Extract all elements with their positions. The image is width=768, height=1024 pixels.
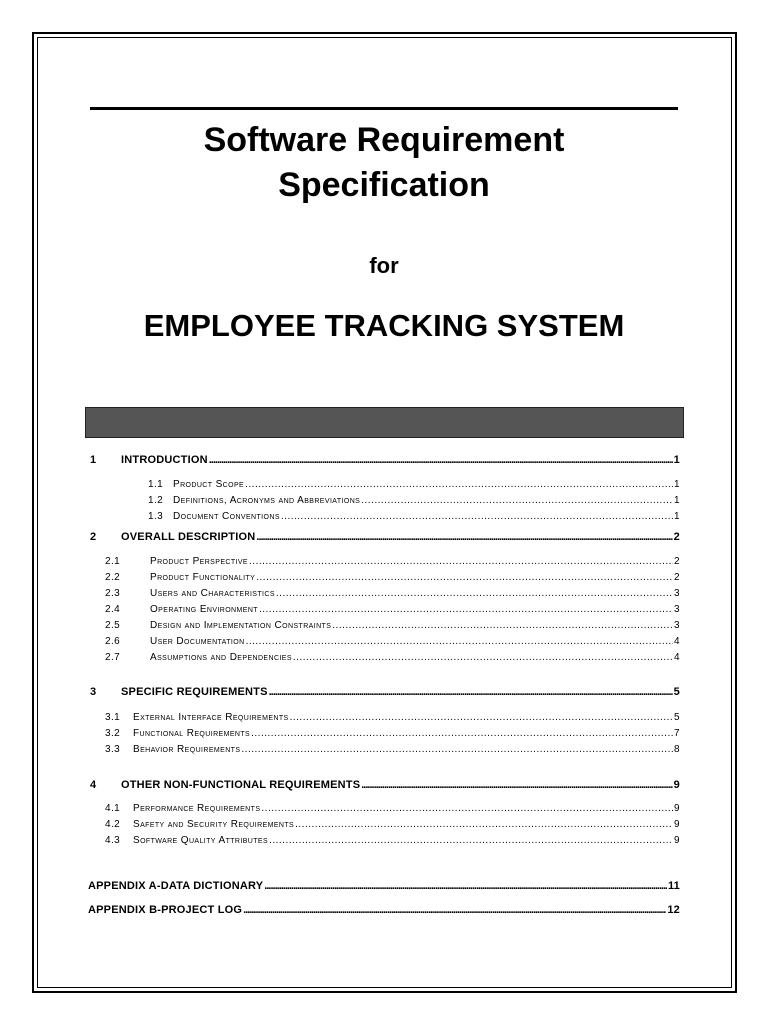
toc-page-number: 9: [673, 779, 680, 791]
toc-section-label: SPECIFIC REQUIREMENTS: [121, 686, 268, 698]
toc-section-4[interactable]: [88, 779, 680, 791]
toc-page-number: 7: [674, 728, 680, 739]
for-text: for: [369, 253, 399, 278]
toc-leader: [243, 904, 666, 916]
toc-item-label: Operating Environment: [150, 604, 258, 615]
toc-page-number: 4: [674, 636, 680, 647]
toc-item-label: Performance Requirements: [133, 803, 261, 814]
toc-item-label: User Documentation: [150, 636, 245, 647]
toc-item-number: 2.7: [105, 652, 121, 663]
toc-leader: [332, 620, 673, 631]
toc-page-number: 5: [674, 712, 680, 723]
toc-appendix-label: APPENDIX B-PROJECT LOG: [88, 904, 243, 916]
toc-appendix-b[interactable]: [88, 904, 680, 916]
toc-leader: [276, 588, 673, 599]
title-line-2: Specification: [278, 166, 490, 204]
toc-item-number: 3.1: [105, 712, 121, 723]
toc-item-1-2[interactable]: [88, 495, 680, 506]
toc-section-label: OVERALL DESCRIPTION: [121, 531, 256, 543]
toc-leader: [249, 556, 673, 567]
toc-page-number: 2: [674, 556, 680, 567]
toc-page-number: 2: [673, 531, 680, 543]
toc-item-3-3[interactable]: [88, 744, 680, 755]
toc-leader: [269, 835, 673, 846]
toc-leader: [290, 712, 673, 723]
toc-item-label: External Interface Requirements: [133, 712, 289, 723]
toc-item-3-2[interactable]: [88, 728, 680, 739]
toc-leader: [245, 479, 673, 490]
toc-page-number: 4: [674, 652, 680, 663]
toc-item-label: Users and Characteristics: [150, 588, 275, 599]
toc-leader: [256, 572, 673, 583]
toc-page-number: 9: [674, 819, 680, 830]
title-rule: [90, 107, 678, 110]
toc-item-label: Product Scope: [173, 479, 245, 490]
toc-item-number: 4.3: [105, 835, 121, 846]
toc-leader: [259, 604, 673, 615]
toc-item-2-7[interactable]: [88, 652, 680, 663]
toc-item-number: 2.2: [105, 572, 121, 583]
toc-item-2-4[interactable]: [88, 604, 680, 615]
toc-item-2-1[interactable]: [88, 556, 680, 567]
toc-leader: [251, 728, 673, 739]
toc-item-number: 2.5: [105, 620, 121, 631]
toc-item-4-2[interactable]: [88, 819, 680, 830]
toc-appendix-a[interactable]: [88, 880, 680, 892]
toc-item-label: Product Functionality: [150, 572, 256, 583]
toc-page-number: 12: [667, 904, 680, 916]
toc-leader: [209, 454, 673, 466]
toc-page-number: 8: [674, 744, 680, 755]
toc-section-number: 1: [90, 454, 97, 466]
toc-page-number: 1: [673, 454, 680, 466]
toc-item-label: Software Quality Attributes: [133, 835, 269, 846]
toc-section-2[interactable]: [88, 531, 680, 543]
toc-item-number: 2.3: [105, 588, 121, 599]
toc-item-number: 1.3: [148, 511, 164, 522]
toc-item-2-5[interactable]: [88, 620, 680, 631]
toc-page-number: 3: [674, 588, 680, 599]
toc-leader: [241, 744, 673, 755]
toc-item-label: Behavior Requirements: [133, 744, 241, 755]
toc-section-number: 4: [90, 779, 97, 791]
toc-item-2-3[interactable]: [88, 588, 680, 599]
toc-item-1-1[interactable]: [88, 479, 680, 490]
toc-item-number: 4.2: [105, 819, 121, 830]
toc-page-number: 11: [667, 880, 680, 892]
toc-item-2-6[interactable]: [88, 636, 680, 647]
toc-leader: [281, 511, 673, 522]
toc-appendix-label: APPENDIX A-DATA DICTIONARY: [88, 880, 264, 892]
toc-page-number: 1: [674, 511, 680, 522]
toc-item-number: 1.2: [148, 495, 164, 506]
toc-item-label: Assumptions and Dependencies: [150, 652, 292, 663]
toc-page-number: 5: [673, 686, 680, 698]
toc-section-label: INTRODUCTION: [121, 454, 208, 466]
toc-page-number: 1: [674, 479, 680, 490]
toc-item-number: 1.1: [148, 479, 164, 490]
toc-item-number: 2.4: [105, 604, 121, 615]
toc-item-3-1[interactable]: [88, 712, 680, 723]
document-title: [90, 118, 678, 208]
toc-item-label: Functional Requirements: [133, 728, 251, 739]
toc-item-1-3[interactable]: [88, 511, 680, 522]
toc-item-number: 2.1: [105, 556, 121, 567]
toc-item-4-3[interactable]: [88, 835, 680, 846]
toc-item-number: 4.1: [105, 803, 121, 814]
toc-item-label: Definitions, Acronyms and Abbreviations: [173, 495, 361, 506]
toc-item-number: 3.2: [105, 728, 121, 739]
toc-leader: [246, 636, 673, 647]
title-line-1: Software Requirement: [203, 121, 565, 159]
toc-section-number: 3: [90, 686, 97, 698]
toc-leader: [256, 531, 672, 543]
toc-leader: [295, 819, 673, 830]
toc-leader: [361, 495, 673, 506]
toc-page-number: 9: [674, 835, 680, 846]
toc-leader: [264, 880, 667, 892]
toc-page-number: 2: [674, 572, 680, 583]
toc-item-label: Document Conventions: [173, 511, 280, 522]
toc-leader: [269, 686, 673, 698]
toc-header-bar: [85, 407, 684, 438]
toc-item-label: Product Perspective: [150, 556, 249, 567]
toc-page-number: 3: [674, 620, 680, 631]
toc-item-label: Safety and Security Requirements: [133, 819, 295, 830]
system-name: EMPLOYEE TRACKING SYSTEM: [143, 308, 625, 343]
toc-section-3[interactable]: [88, 686, 680, 698]
toc-page-number: 3: [674, 604, 680, 615]
toc-item-number: 2.6: [105, 636, 121, 647]
toc-leader: [261, 803, 673, 814]
toc-page-number: 1: [674, 495, 680, 506]
toc-item-4-1[interactable]: [88, 803, 680, 814]
toc-item-number: 3.3: [105, 744, 121, 755]
toc-item-label: Design and Implementation Constraints: [150, 620, 332, 631]
toc-page-number: 9: [674, 803, 680, 814]
toc-leader: [361, 779, 672, 791]
toc-section-label: OTHER NON-FUNCTIONAL REQUIREMENTS: [121, 779, 361, 791]
toc-section-number: 2: [90, 531, 97, 543]
toc-item-2-2[interactable]: [88, 572, 680, 583]
toc-section-1[interactable]: [88, 454, 680, 466]
toc-leader: [293, 652, 673, 663]
